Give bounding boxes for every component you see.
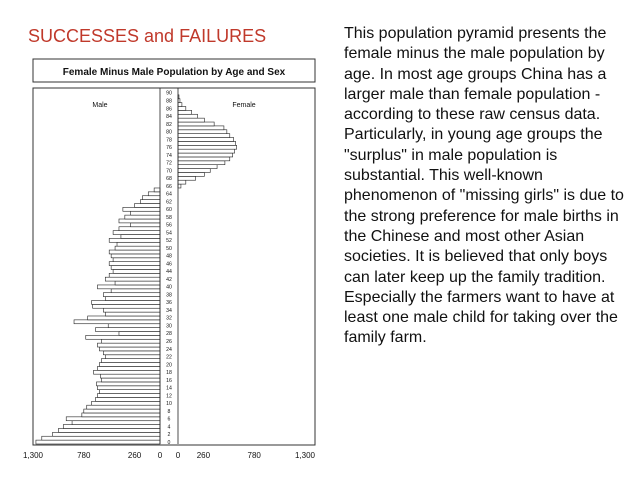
x-axis-tick-labels [23, 451, 316, 460]
x-tick-4: 0 [175, 451, 181, 460]
x-tick-6: 780 [247, 451, 261, 460]
bar-age-47 [113, 258, 160, 262]
age-tick-50: 50 [166, 245, 172, 252]
age-tick-84: 84 [166, 114, 172, 121]
age-tick-80: 80 [166, 129, 172, 136]
bar-age-37 [105, 297, 160, 301]
bar-age-22 [105, 355, 160, 359]
age-tick-70: 70 [166, 168, 172, 175]
bar-age-61 [135, 203, 160, 207]
bar-age-48 [111, 254, 160, 258]
bar-age-6 [66, 417, 160, 421]
age-tick-18: 18 [166, 370, 172, 377]
bar-age-78 [178, 138, 234, 142]
bar-age-45 [111, 266, 160, 270]
bar-age-28 [119, 332, 160, 336]
bar-age-87 [178, 103, 182, 107]
bar-age-57 [119, 219, 160, 223]
age-tick-82: 82 [166, 121, 172, 128]
age-tick-30: 30 [166, 323, 172, 330]
bar-age-25 [97, 343, 160, 347]
x-tick-3: 0 [157, 451, 163, 460]
bar-age-23 [103, 351, 160, 355]
x-tick-0: 1,300 [22, 451, 44, 460]
bar-age-49 [109, 250, 160, 254]
bar-age-7 [82, 413, 160, 417]
bar-age-79 [178, 134, 230, 138]
bar-age-69 [178, 172, 204, 176]
bar-age-3 [58, 428, 160, 432]
age-tick-36: 36 [166, 300, 172, 307]
bar-age-34 [103, 308, 160, 312]
bar-age-71 [178, 165, 217, 169]
bar-age-44 [113, 269, 160, 273]
bar-age-17 [100, 374, 160, 378]
bar-age-72 [178, 161, 225, 165]
bar-age-75 [178, 149, 235, 153]
bar-age-77 [178, 141, 236, 145]
bar-age-16 [101, 378, 160, 382]
age-tick-74: 74 [166, 152, 172, 159]
bar-age-58 [125, 215, 160, 219]
female-label: Female [232, 102, 256, 109]
age-tick-32: 32 [166, 315, 172, 322]
age-tick-86: 86 [166, 106, 172, 113]
bar-age-4 [63, 425, 160, 429]
age-tick-56: 56 [166, 222, 172, 229]
bar-age-84 [178, 114, 198, 118]
age-tick-4: 4 [167, 424, 171, 431]
bar-age-19 [97, 366, 160, 370]
age-tick-16: 16 [166, 377, 172, 384]
bar-age-35 [93, 304, 160, 308]
bar-age-32 [88, 316, 160, 320]
bar-age-63 [142, 196, 160, 200]
bar-age-50 [115, 246, 160, 250]
bar-age-82 [178, 122, 214, 126]
age-tick-10: 10 [166, 401, 172, 408]
x-tick-2: 260 [127, 451, 142, 460]
bar-age-36 [92, 300, 160, 304]
age-tick-14: 14 [166, 385, 172, 392]
bar-age-54 [113, 231, 160, 235]
bar-age-21 [101, 359, 160, 363]
bar-age-18 [94, 370, 160, 374]
x-tick-5: 260 [196, 451, 211, 460]
bar-age-33 [105, 312, 160, 316]
age-tick-90: 90 [166, 90, 172, 97]
bar-age-2 [53, 432, 160, 436]
bar-age-42 [105, 277, 160, 281]
age-tick-58: 58 [166, 214, 172, 221]
x-tick-7: 1,300 [294, 451, 316, 460]
male-label: Male [92, 102, 108, 109]
bar-age-13 [99, 390, 160, 394]
bar-age-15 [97, 382, 161, 386]
bar-age-1 [42, 436, 160, 440]
age-tick-22: 22 [166, 354, 172, 361]
bar-age-80 [178, 130, 227, 134]
bar-age-73 [178, 157, 230, 161]
age-tick-62: 62 [166, 199, 172, 206]
bar-age-0 [36, 440, 160, 444]
age-tick-48: 48 [166, 253, 172, 260]
bar-age-81 [178, 126, 224, 130]
age-tick-20: 20 [166, 362, 172, 369]
bar-age-14 [97, 386, 160, 390]
age-tick-28: 28 [166, 331, 172, 338]
age-tick-12: 12 [166, 393, 172, 400]
bar-age-11 [96, 397, 160, 401]
bar-age-9 [87, 405, 160, 409]
bar-age-66 [178, 184, 181, 188]
age-tick-64: 64 [166, 191, 172, 198]
bar-age-12 [97, 394, 160, 398]
bar-age-55 [119, 227, 160, 231]
age-tick-42: 42 [166, 276, 172, 283]
bar-age-76 [178, 145, 237, 149]
bar-age-38 [103, 293, 160, 297]
bar-age-70 [178, 169, 210, 173]
bar-age-40 [97, 285, 160, 289]
age-tick-38: 38 [166, 292, 172, 299]
age-tick-0: 0 [167, 439, 171, 446]
age-tick-72: 72 [166, 160, 172, 167]
chart-title: Female Minus Male Population by Age and Sex [62, 67, 286, 78]
age-tick-46: 46 [166, 261, 172, 268]
bar-age-39 [111, 289, 160, 293]
age-tick-68: 68 [166, 176, 172, 183]
bar-age-53 [121, 235, 160, 239]
bar-age-60 [123, 207, 160, 211]
bar-age-24 [99, 347, 160, 351]
bar-age-5 [72, 421, 160, 425]
bar-age-74 [178, 153, 233, 157]
bar-age-30 [108, 324, 160, 328]
age-tick-2: 2 [167, 432, 171, 439]
bar-age-65 [154, 188, 160, 192]
age-tick-44: 44 [166, 269, 172, 276]
bar-age-51 [117, 242, 160, 246]
age-tick-6: 6 [167, 416, 171, 423]
bar-age-26 [101, 339, 160, 343]
age-tick-78: 78 [166, 137, 172, 144]
bar-age-20 [99, 363, 160, 367]
age-tick-54: 54 [166, 230, 172, 237]
bar-age-27 [86, 335, 160, 339]
age-tick-24: 24 [166, 346, 172, 353]
bar-age-8 [84, 409, 160, 413]
bar-age-85 [178, 110, 192, 114]
bar-age-62 [140, 200, 160, 204]
bar-age-52 [109, 238, 160, 242]
bar-age-68 [178, 176, 196, 180]
age-tick-40: 40 [166, 284, 172, 291]
age-tick-76: 76 [166, 145, 172, 152]
x-tick-1: 780 [77, 451, 91, 460]
bar-age-83 [178, 118, 204, 122]
bar-age-43 [109, 273, 160, 277]
age-tick-88: 88 [166, 98, 172, 105]
bar-age-10 [92, 401, 160, 405]
age-tick-60: 60 [166, 207, 172, 214]
bar-age-64 [148, 192, 160, 196]
bar-age-29 [96, 328, 160, 332]
body-text: This population pyramid presents the female minus the male population by age. In most age groups China has a larger male than female population - according to these raw census data. Particularly, in young age groups the "surplus" in male population is substantial. This well-known phenomenon of "missing girls" is due to the strong preference for male births in the Chinese and most other Asian societies. It is believed that only boys can later keep up the family tradition. Especially the farmers want to have at least one male child for taking over the family farm. [344, 25, 624, 347]
bar-age-46 [109, 262, 160, 266]
age-tick-34: 34 [166, 307, 172, 314]
plot-frame [33, 88, 315, 445]
age-tick-52: 52 [166, 238, 172, 245]
slide-title: SUCCESSES and FAILURES [28, 26, 267, 46]
bar-age-67 [178, 180, 186, 184]
bar-age-59 [131, 211, 160, 215]
bar-age-86 [178, 107, 186, 111]
age-tick-26: 26 [166, 339, 172, 346]
bar-age-41 [115, 281, 160, 285]
bar-age-31 [74, 320, 160, 324]
age-tick-66: 66 [166, 183, 172, 190]
bar-age-56 [131, 223, 160, 227]
age-tick-8: 8 [167, 408, 171, 415]
